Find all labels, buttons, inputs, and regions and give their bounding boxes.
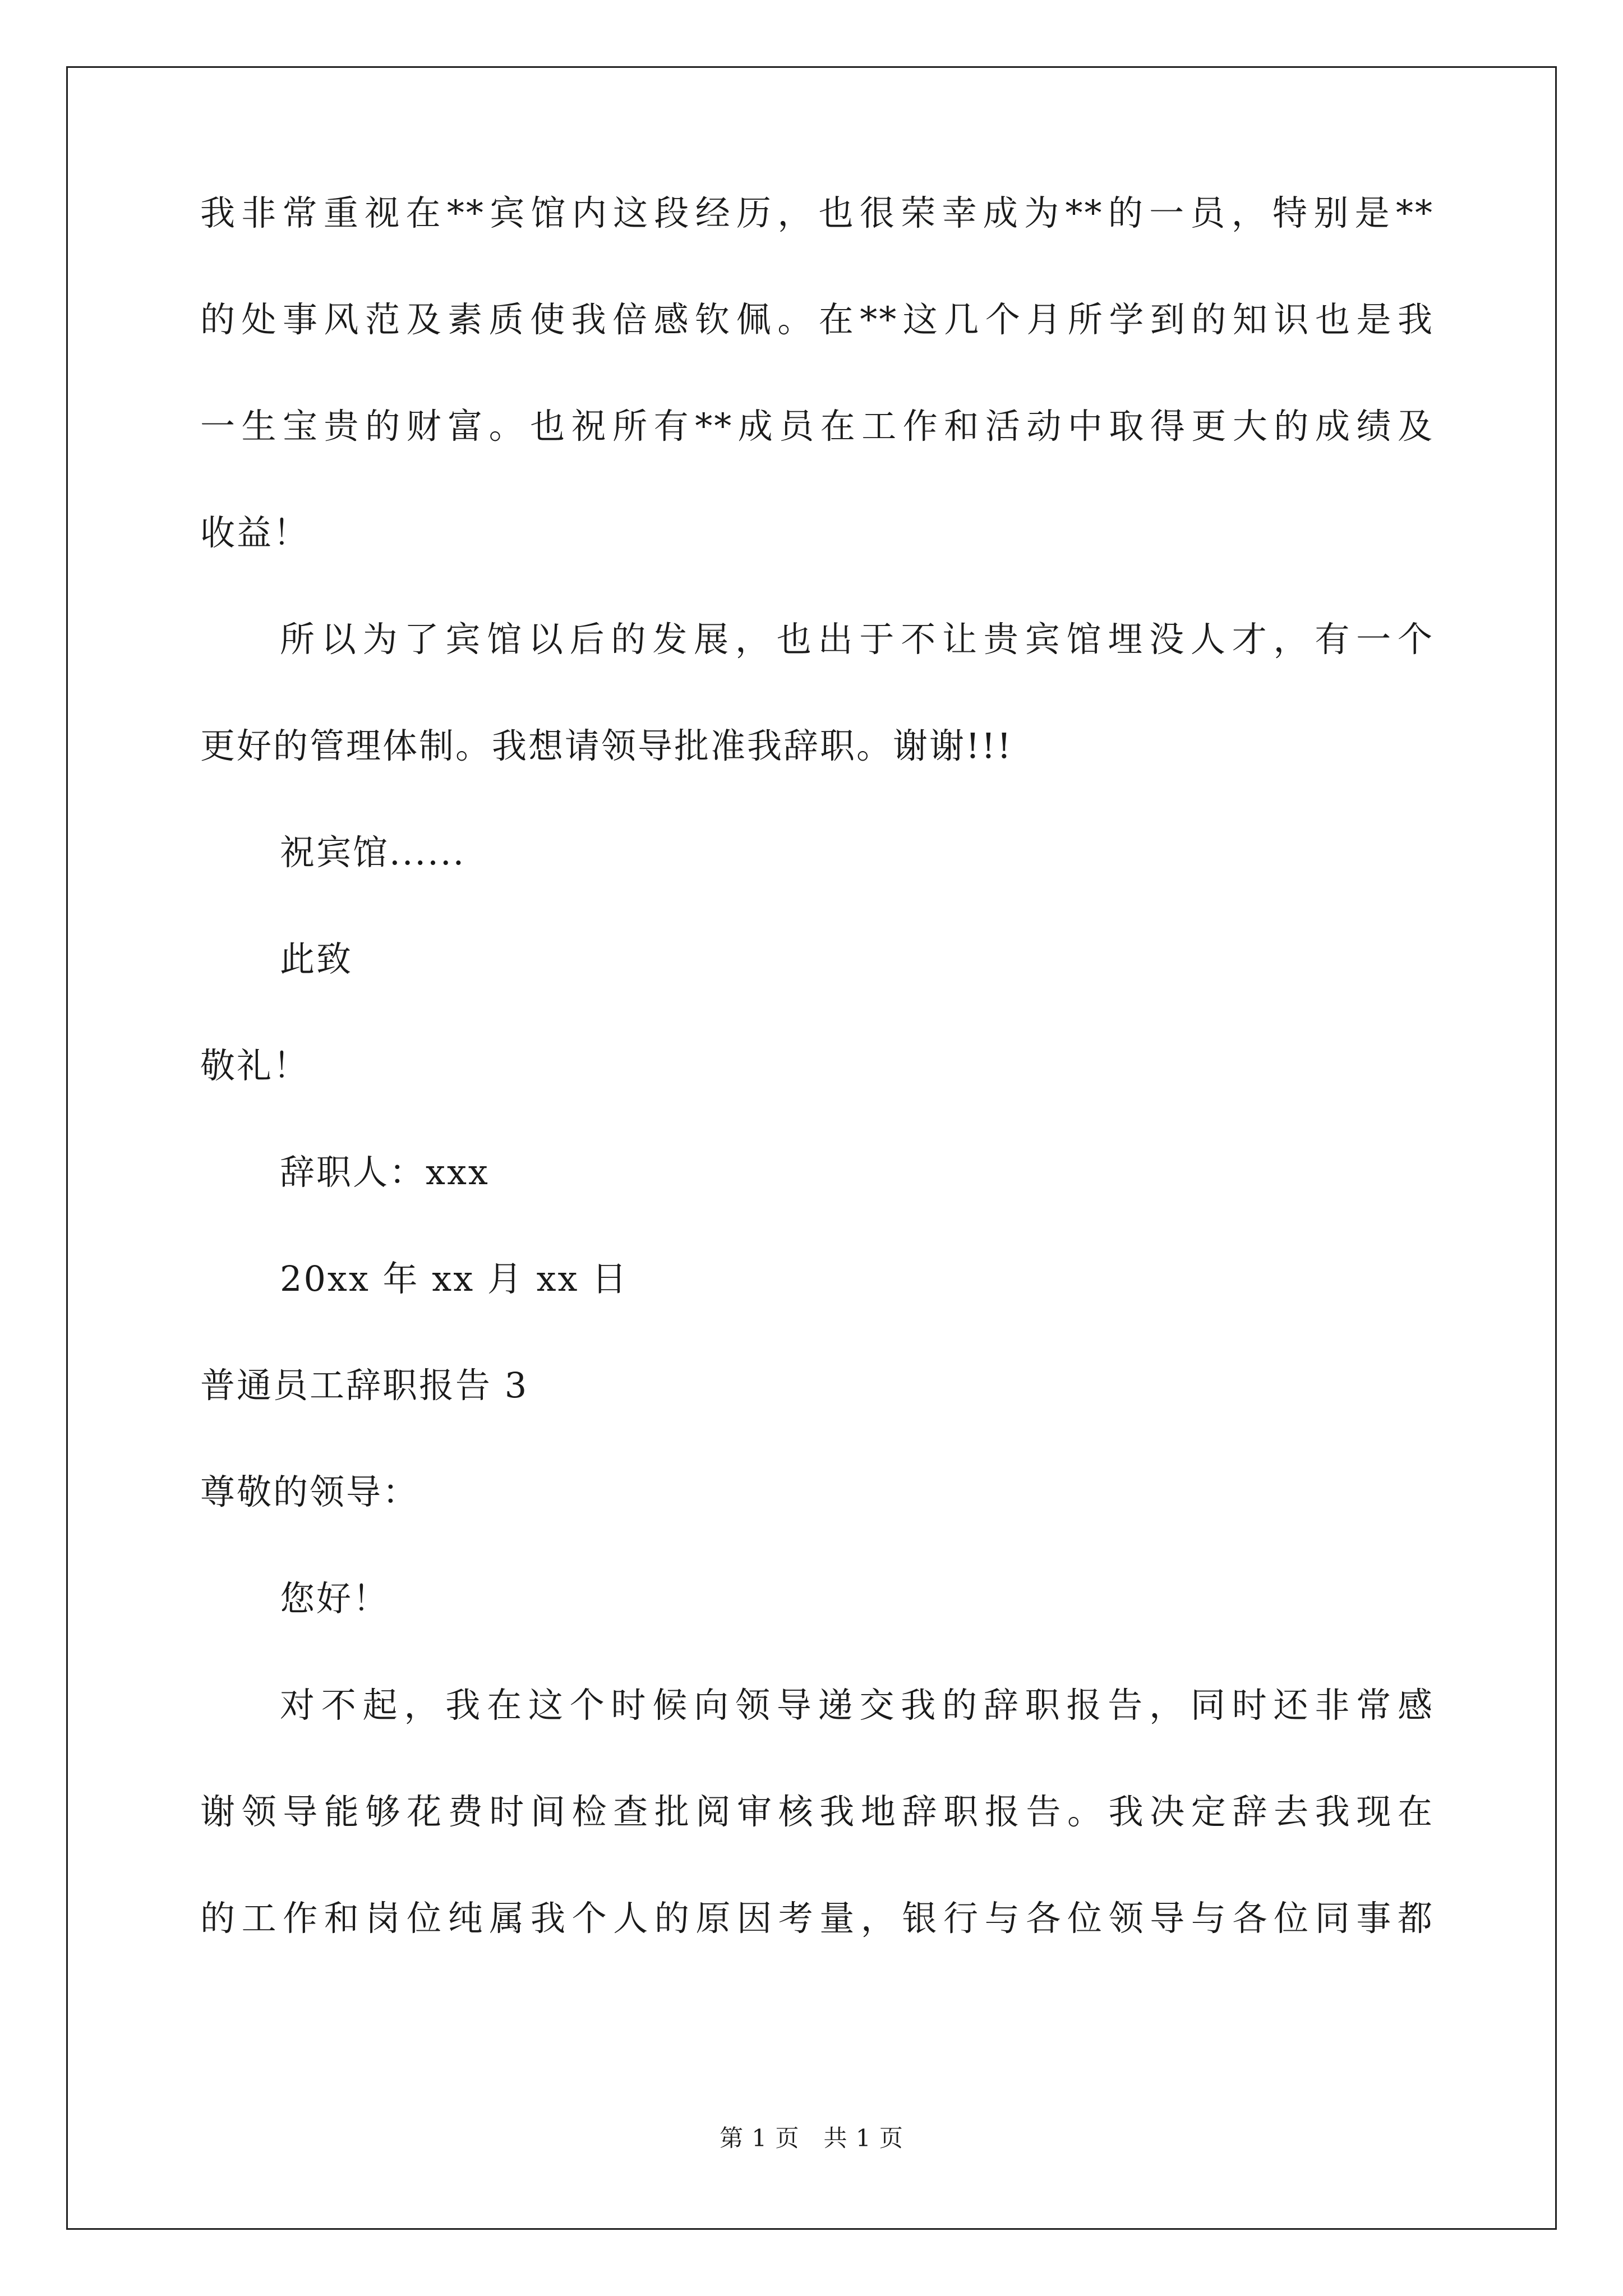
text-line: 谢领导能够花费时间检查批阅审核我地辞职报告。我决定辞去我现在 (200, 1791, 1434, 1832)
date-line: 20xx 年 xx 月 xx 日 (280, 1258, 629, 1299)
text-line: 对不起，我在这个时候向领导递交我的辞职报告，同时还非常感 (280, 1685, 1434, 1726)
salutation: 尊敬的领导： (200, 1471, 419, 1512)
page-footer: 第 1 页 共 1 页 (720, 2124, 903, 2152)
text-line: 所以为了宾馆以后的发展，也出于不让贵宾馆埋没人才，有一个 (280, 619, 1434, 660)
text-line: 敬礼！ (200, 1045, 310, 1086)
section-title: 普通员工辞职报告 3 (200, 1365, 529, 1406)
greeting: 您好！ (280, 1578, 390, 1619)
text-line: 我非常重视在**宾馆内这段经历，也很荣幸成为**的一员，特别是** (200, 192, 1434, 233)
text-line: 一生宝贵的财富。也祝所有**成员在工作和活动中取得更大的成绩及 (200, 406, 1434, 447)
text-line: 的处事风范及素质使我倍感钦佩。在**这几个月所学到的知识也是我 (200, 299, 1434, 340)
text-line: 更好的管理体制。我想请领导批准我辞职。谢谢!!! (200, 725, 1013, 766)
text-line: 收益！ (200, 512, 310, 553)
signature-line: 辞职人：xxx (280, 1152, 490, 1193)
text-line: 祝宾馆...... (280, 832, 466, 873)
text-line: 此致 (280, 938, 353, 979)
text-line: 的工作和岗位纯属我个人的原因考量，银行与各位领导与各位同事都 (200, 1898, 1434, 1939)
